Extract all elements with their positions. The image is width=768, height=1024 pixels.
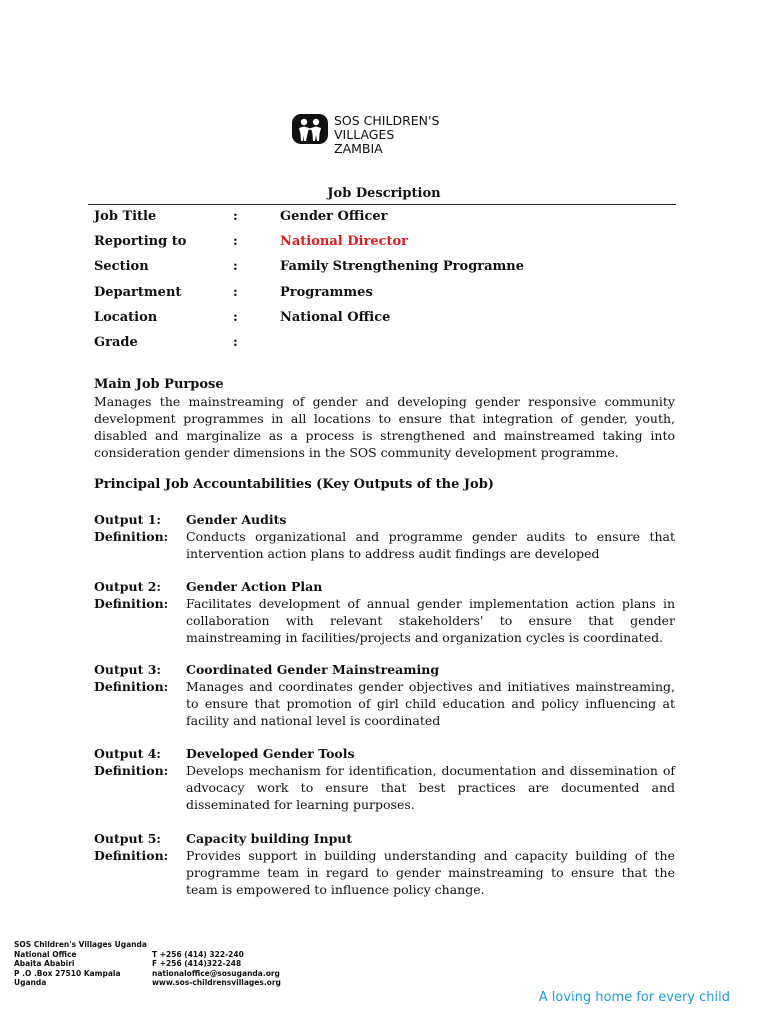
meta-key: Reporting to — [94, 234, 187, 249]
output-definition: Manages and coordinates gender objectives and initiatives mainstreaming, to ensure that promotion of girl child education and policy influencing at facility and national level is coordinated — [186, 679, 675, 728]
logo-line: VILLAGES — [334, 127, 395, 142]
meta-row-reporting-to — [94, 234, 674, 252]
accountabilities-heading: Principal Job Accountabilities (Key Outputs of the Job) — [94, 477, 494, 492]
output-title: Capacity building Input — [186, 831, 353, 846]
title-divider — [88, 204, 676, 205]
definition-label: Definition: — [94, 596, 169, 611]
footer-tagline: A loving home for every child — [538, 990, 730, 1005]
meta-value: Programmes — [280, 285, 373, 300]
meta-colon: : — [233, 285, 238, 300]
definition-label: Definition: — [94, 848, 169, 863]
logo-line: SOS CHILDREN'S — [334, 113, 440, 128]
meta-key: Section — [94, 259, 149, 274]
meta-colon: : — [233, 310, 238, 325]
definition-label: Definition: — [94, 763, 169, 778]
meta-row-department — [94, 285, 674, 303]
footer-phone: T +256 (414) 322-240 — [152, 949, 244, 959]
meta-row-section — [94, 259, 674, 277]
footer-website: www.sos-childrensvillages.org — [152, 978, 281, 987]
meta-key: Job Title — [94, 209, 157, 224]
sos-logo — [292, 114, 439, 156]
output-label: Output 1: — [94, 512, 162, 527]
definition-label: Definition: — [94, 679, 169, 694]
footer-fax: F +256 (414)322-248 — [152, 959, 242, 968]
document-title: Job Description — [327, 186, 441, 201]
footer-address-line: Abaita Ababiri — [14, 959, 75, 968]
footer-email: nationaloffice@sosuganda.org — [152, 968, 280, 978]
meta-key: Department — [94, 285, 182, 300]
footer-address-line: P .O .Box 27510 Kampala — [14, 968, 121, 978]
sos-children-icon — [292, 114, 328, 144]
meta-key: Location — [94, 310, 158, 325]
meta-value: Family Strengthening Programne — [280, 259, 525, 274]
footer-address-line: SOS Children's Villages Uganda — [14, 940, 147, 949]
output-label: Output 4: — [94, 746, 162, 761]
output-title: Coordinated Gender Mainstreaming — [186, 662, 440, 677]
output-definition: Provides support in building understanding and capacity building of the programme team in regard to gender mainstreaming to ensure that the team is empowered to influence policy change. — [186, 848, 675, 897]
logo-line: ZAMBIA — [334, 141, 383, 156]
output-label: Output 5: — [94, 831, 162, 846]
output-label: Output 2: — [94, 579, 162, 594]
meta-colon: : — [233, 234, 238, 249]
meta-colon: : — [233, 209, 238, 224]
output-definition: Develops mechanism for identification, documentation and dissemination of advocacy work to ensure that best practices are documented and disseminated for learning purposes. — [186, 763, 675, 812]
meta-value: Gender Officer — [280, 209, 388, 224]
meta-colon: : — [233, 259, 238, 274]
output-label: Output 3: — [94, 662, 162, 677]
definition-label: Definition: — [94, 529, 169, 544]
footer-address-line: Uganda — [14, 978, 47, 987]
output-title: Gender Audits — [186, 512, 287, 527]
footer-address-line: National Office — [14, 949, 77, 959]
output-title: Gender Action Plan — [186, 579, 323, 594]
output-definition: Conducts organizational and programme gender audits to ensure that intervention action plans to address audit findings are developed — [186, 529, 675, 561]
meta-key: Grade — [94, 335, 138, 350]
meta-colon: : — [233, 335, 238, 350]
meta-value: National Director — [280, 234, 409, 249]
meta-value: National Office — [280, 310, 391, 325]
meta-row-job-title — [94, 209, 674, 227]
output-title: Developed Gender Tools — [186, 746, 355, 761]
output-definition: Facilitates development of annual gender implementation action plans in collaboration with relevant stakeholders' to ensure that gender mainstreaming in facilities/projects and organization cycles is coordinated. — [186, 596, 675, 645]
meta-row-location — [94, 310, 674, 328]
purpose-heading: Main Job Purpose — [94, 377, 224, 392]
purpose-text: Manages the mainstreaming of gender and developing gender responsive community development programmes in all locations to ensure that integration of gender, youth, disabled and marginalize as a process is strengthened and mainstreamed taking into consideration gender dimensions in the SOS community development programme. — [94, 394, 675, 460]
meta-row-grade — [94, 335, 674, 353]
